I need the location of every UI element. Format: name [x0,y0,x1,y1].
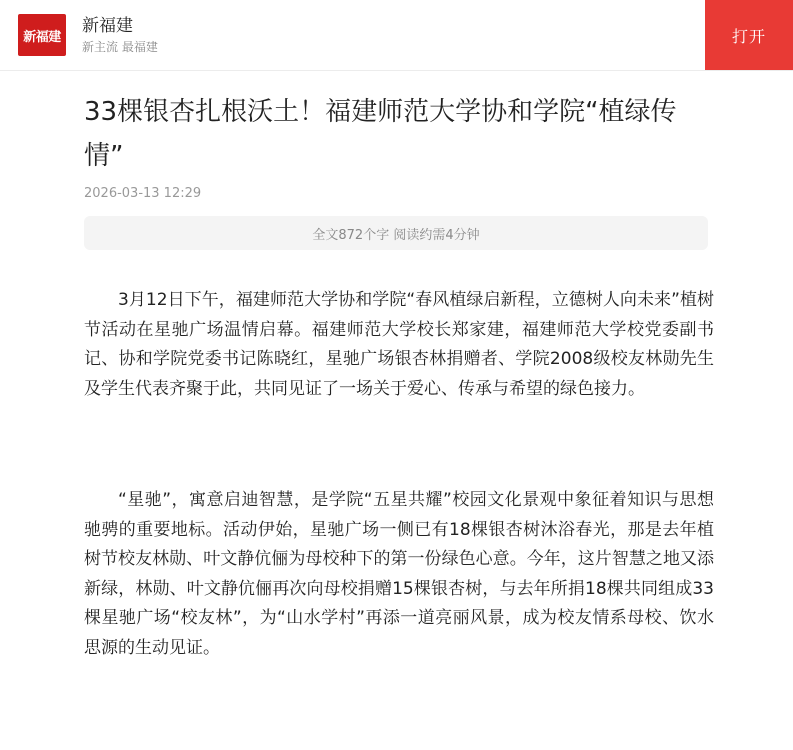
article-title: 33棵银杏扎根沃土！福建师范大学协和学院“植绿传情” [84,97,677,171]
article-paragraph-1: 3月12日下午，福建师范大学协和学院“春风植绿启新程，立德树人向未来”植树节活动在星驰广场温情启幕。福建师范大学校长郑家建，福建师范大学校党委副书记、协和学院党委书记陈晓红，星驰广场银杏林捐赠者、学院2008级校友林勋先生及学生代表齐聚于此，共同见证了一场关于爱心、传承与希望的绿色接力。 [84,290,714,399]
brand-name: 新福建 [82,16,133,36]
brand-logo[interactable]: 新福建 [18,14,66,56]
brand-slogan: 新主流 最福建 [82,40,158,54]
publish-date: 2026-03-13 12:29 [84,186,202,201]
article-paragraph-2: “星驰”，寓意启迪智慧，是学院“五星共耀”校园文化景观中象征着知识与思想驰骋的重要地标。活动伊始，星驰广场一侧已有18棵银杏树沐浴春光，那是去年植树节校友林勋、叶文静伉俪为母校种下的第一份绿色心意。今年，这片智慧之地又添新绿，林勋、叶文静伉俪再次向母校捐赠15棵银杏树，与去年所捐18棵共同组成33棵星驰广场“校友林”，为“山水学村”再添一道亮丽风景，成为校友情系母校、饮水思源的生动见证。 [84,490,714,658]
reading-info-bar: 全文872个字 阅读约需4分钟 [84,216,708,250]
open-app-button[interactable]: 打开 [705,0,793,70]
app-header [0,0,793,71]
